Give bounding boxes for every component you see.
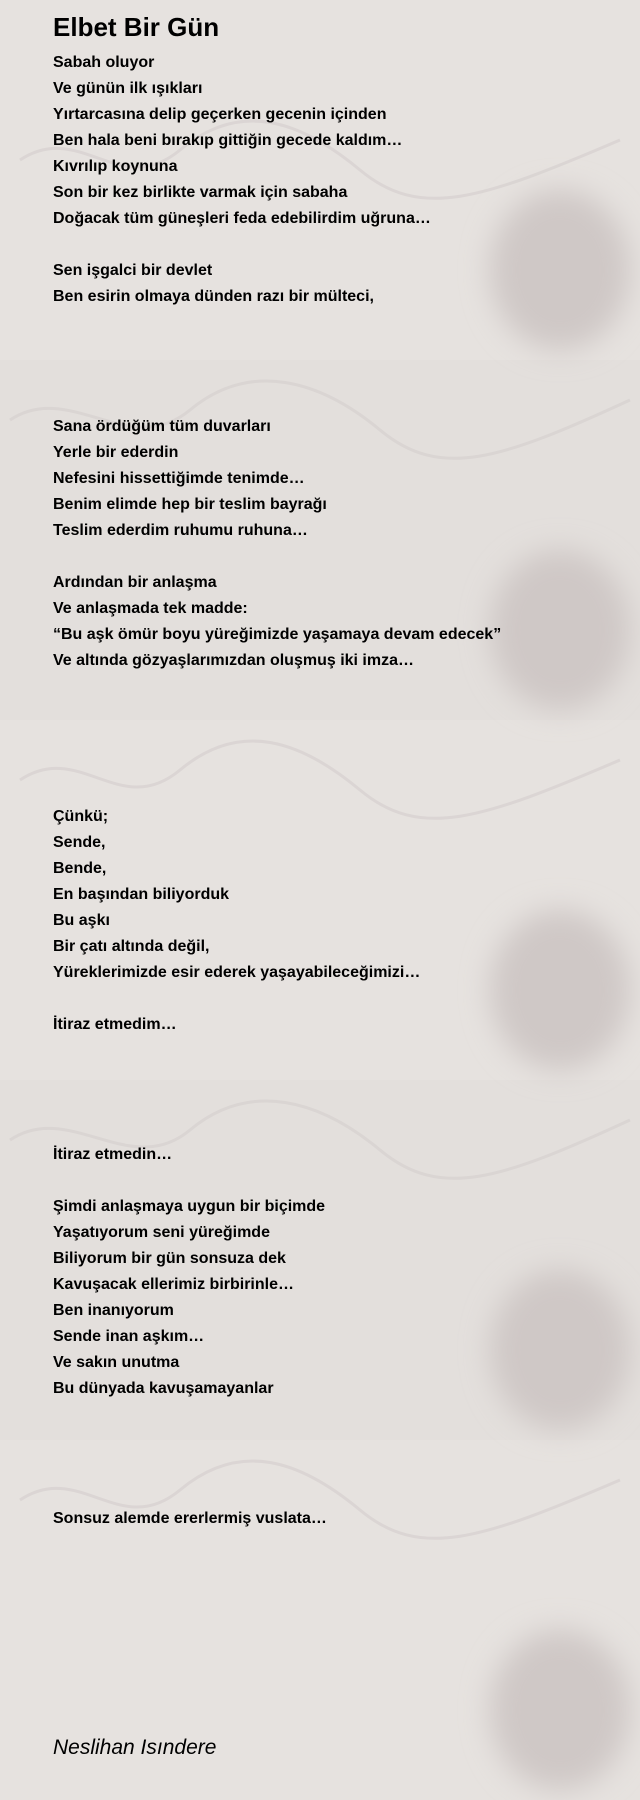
stanza-break — [53, 232, 613, 258]
poem-author: Neslihan Isındere — [53, 1736, 217, 1759]
stanza-break — [53, 310, 613, 336]
stanza-break — [53, 752, 613, 778]
poem-line: Bu dünyada kavuşamayanlar — [53, 1380, 274, 1397]
poem-line: Şimdi anlaşmaya uygun bir biçimde — [53, 1198, 326, 1215]
poem-line: Ben hala beni bırakıp gittiğin gecede kaldım… — [53, 132, 403, 149]
poem-line: Yüreklerimizde esir ederek yaşayabileceğimizi… — [53, 964, 421, 981]
poem-line: İtiraz etmedin… — [53, 1146, 173, 1163]
poem-line: Ve sakın unutma — [53, 1354, 180, 1371]
stanza-break — [53, 1428, 613, 1454]
stanza-break — [53, 1402, 613, 1428]
poem-line: Çünkü; — [53, 808, 109, 825]
poem-line: Sabah oluyor — [53, 54, 155, 71]
poem-line: Teslim ederdim ruhumu ruhuna… — [53, 522, 308, 539]
poem-line: Sana ördüğüm tüm duvarları — [53, 418, 271, 435]
stanza-break — [53, 700, 613, 726]
stanza-break — [53, 1168, 613, 1194]
poem-line: Sende inan aşkım… — [53, 1328, 205, 1345]
poem-title: Elbet Bir Gün — [53, 12, 220, 42]
stanza-break — [53, 362, 613, 388]
poem-line: Yaşatıyorum seni yüreğimde — [53, 1224, 270, 1241]
stanza-break — [53, 1064, 613, 1090]
poem-body — [53, 50, 613, 1532]
poem-line: Ben esirin olmaya dünden razı bir mülteci, — [53, 288, 374, 305]
poem-line: Nefesini hissettiğimde tenimde… — [53, 470, 305, 487]
poem-line: Son bir kez birlikte varmak için sabaha — [53, 184, 348, 201]
poem-line: Ve altında gözyaşlarımızdan oluşmuş iki imza… — [53, 652, 414, 669]
poem-line: Yırtarcasına delip geçerken gecenin içinden — [53, 106, 387, 123]
poem-line: Sonsuz alemde ererlermiş vuslata… — [53, 1510, 327, 1527]
poem-line: Sen işgalci bir devlet — [53, 262, 213, 279]
stanza-break — [53, 1454, 613, 1480]
poem-line: Bir çatı altında değil, — [53, 938, 210, 955]
stanza-break — [53, 336, 613, 362]
poem-line: Ben inanıyorum — [53, 1302, 174, 1319]
poem-line: “Bu aşk ömür boyu yüreğimizde yaşamaya devam edecek” — [53, 626, 502, 643]
poem-line: Ve günün ilk ışıkları — [53, 80, 203, 97]
stanza-break — [53, 674, 613, 700]
stanza-break — [53, 1090, 613, 1116]
poem-line: Doğacak tüm güneşleri feda edebilirdim uğruna… — [53, 210, 431, 227]
stanza-break — [53, 726, 613, 752]
poem-line: En başından biliyorduk — [53, 886, 230, 903]
poem-line: Benim elimde hep bir teslim bayrağı — [53, 496, 327, 513]
poem-line: Sende, — [53, 834, 106, 851]
stanza-break — [53, 388, 613, 414]
stanza-break — [53, 1480, 613, 1506]
stanza-break — [53, 1116, 613, 1142]
poem-line: Bende, — [53, 860, 107, 877]
poem-line: Yerle bir ederdin — [53, 444, 179, 461]
poem-line: Bu aşkı — [53, 912, 110, 929]
poem-line: Kıvrılıp koynuna — [53, 158, 178, 175]
poem-line: Biliyorum bir gün sonsuza dek — [53, 1250, 286, 1267]
poem-line: Ve anlaşmada tek madde: — [53, 600, 248, 617]
poem-line: Ardından bir anlaşma — [53, 574, 217, 591]
stanza-break — [53, 1038, 613, 1064]
stanza-break — [53, 544, 613, 570]
stanza-break — [53, 986, 613, 1012]
poem-line: Kavuşacak ellerimiz birbirinle… — [53, 1276, 294, 1293]
poem-line: İtiraz etmedim… — [53, 1016, 177, 1033]
stanza-break — [53, 778, 613, 804]
